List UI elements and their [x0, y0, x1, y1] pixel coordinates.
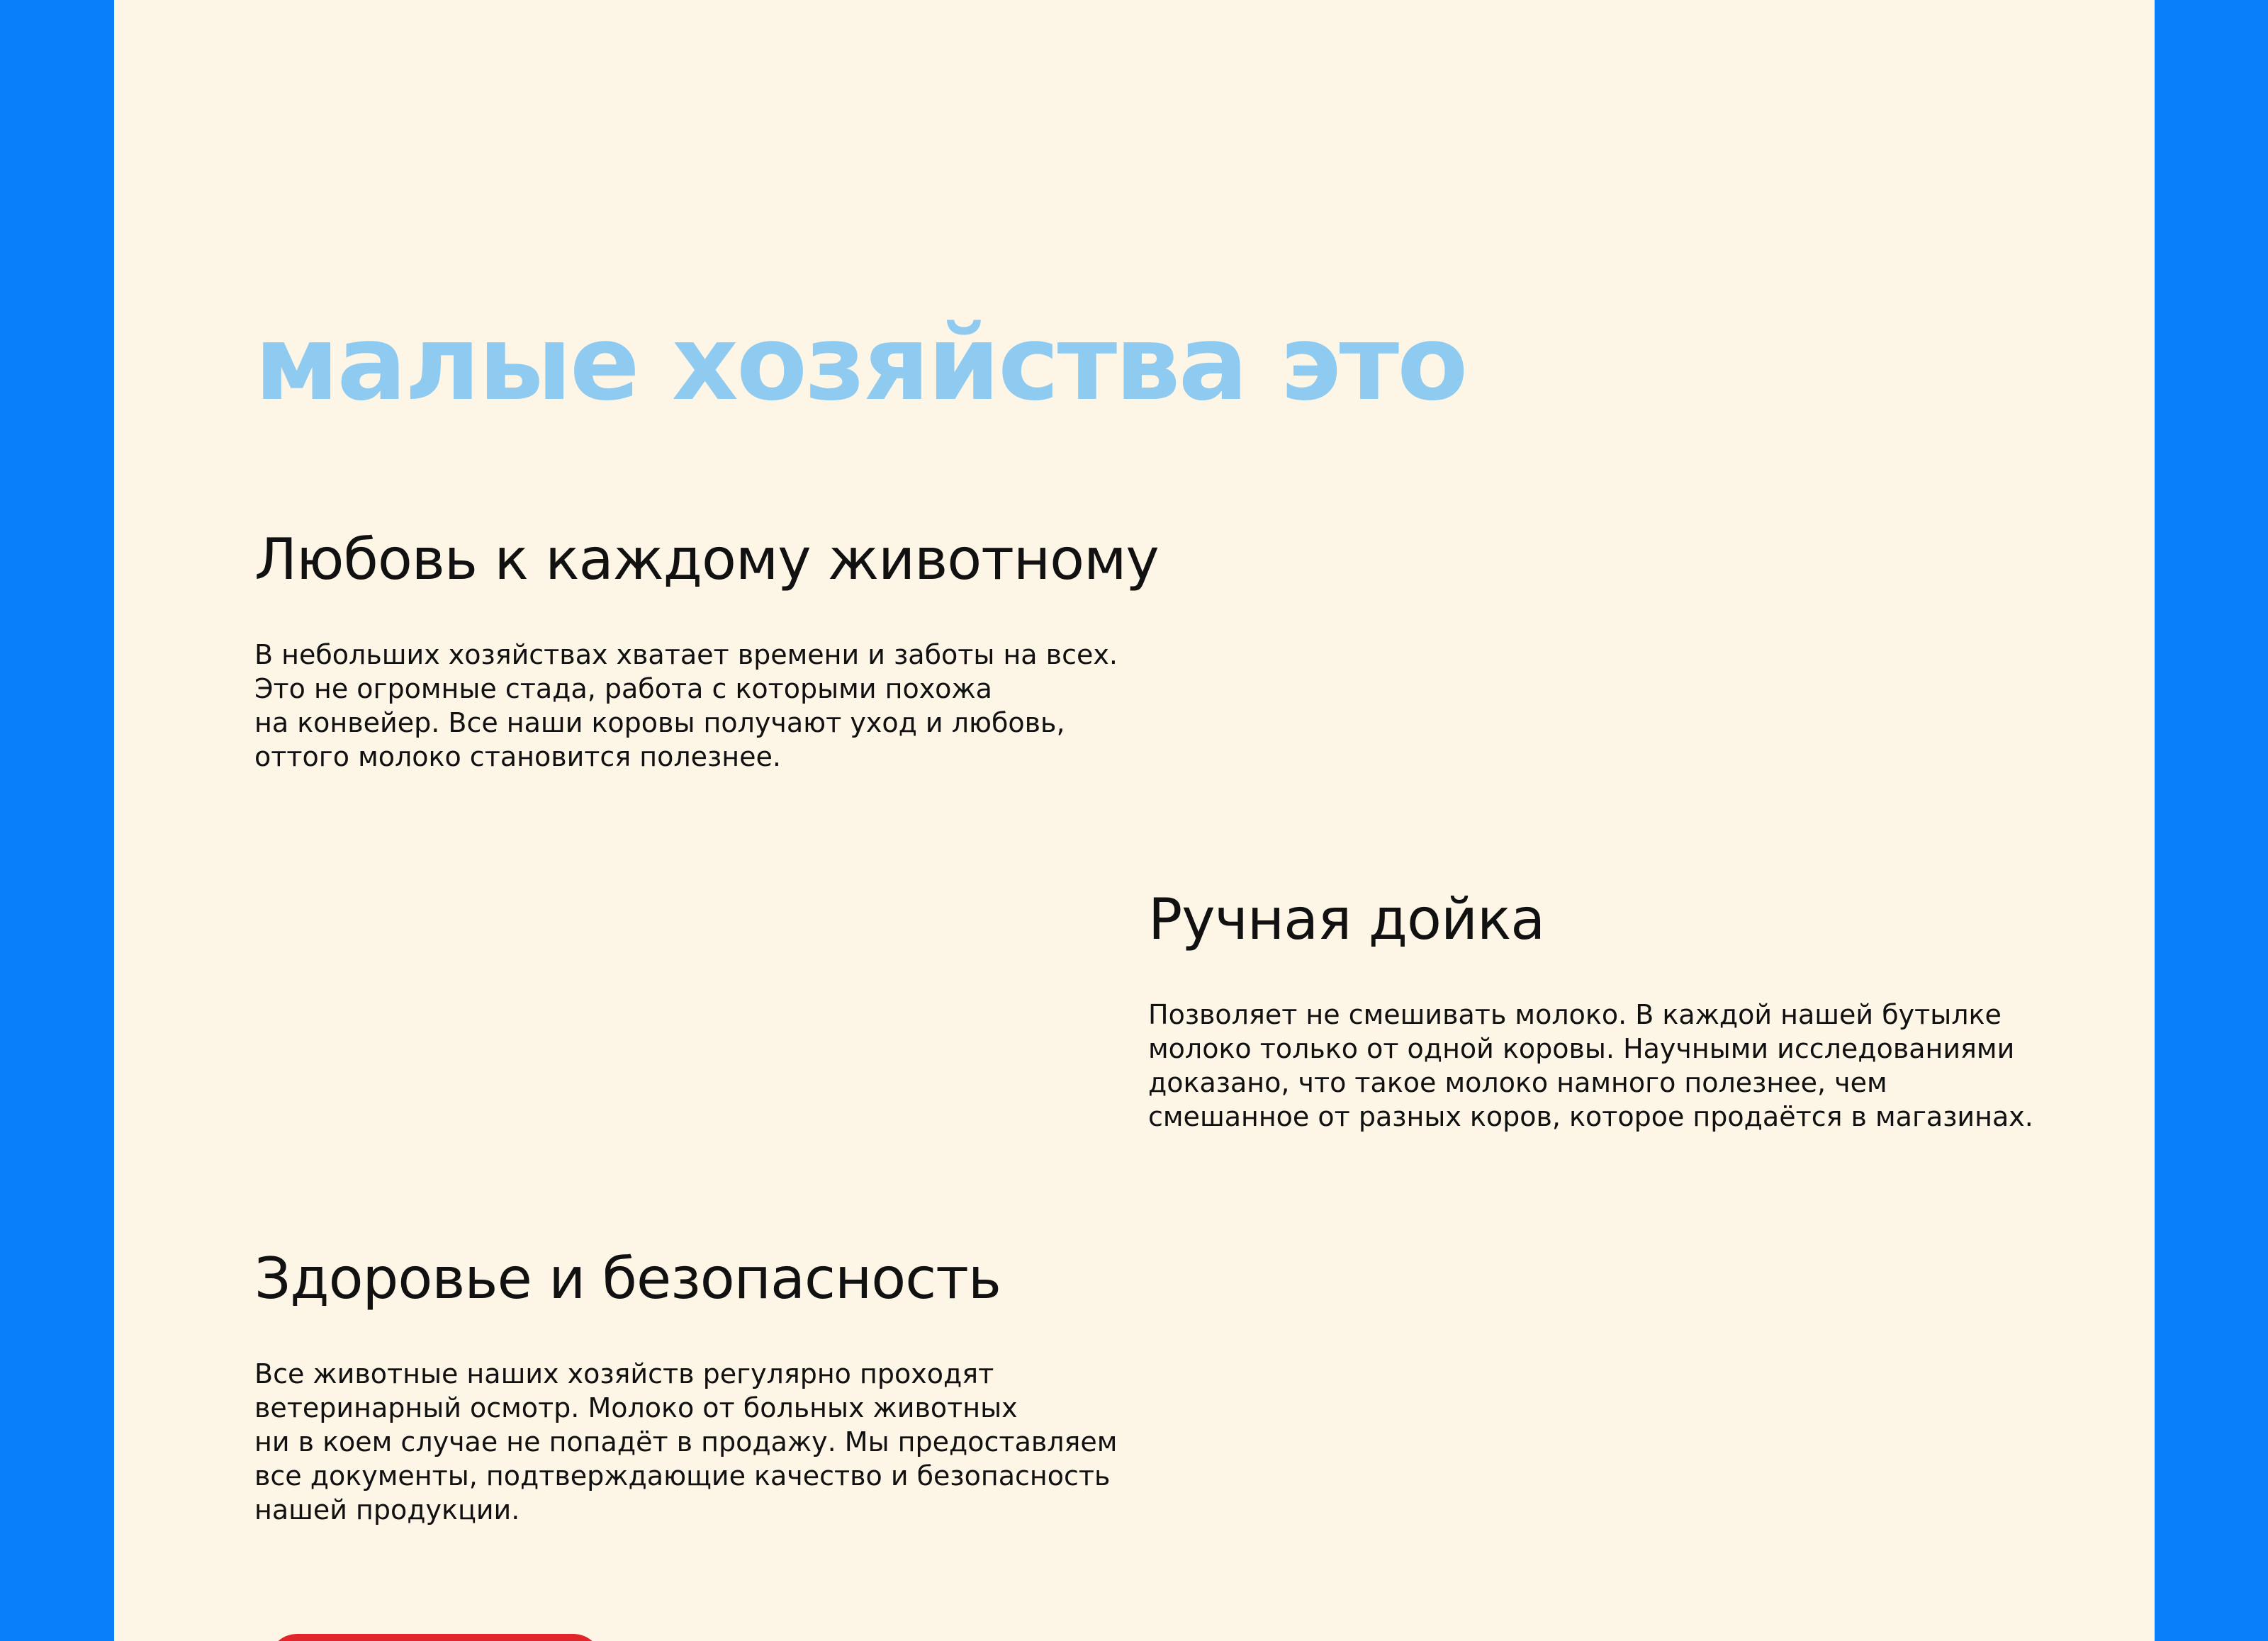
- cta-button[interactable]: [269, 1634, 602, 1641]
- feature-title: Ручная дойка: [1148, 886, 1545, 952]
- feature-text: Все животные наших хозяйств регулярно проходят ветеринарный осмотр. Молоко от больных животных ни в коем случае не попадёт в продажу. Мы предоставляем все документы, подтверждающие качество и безопасность нашей продукции.: [254, 1358, 1118, 1526]
- feature-hand-milking: [1148, 886, 2070, 1134]
- content-panel: [114, 0, 2155, 1641]
- feature-health: [254, 1246, 1147, 1527]
- feature-text: Позволяет не смешивать молоко. В каждой нашей бутылке молоко только от одной коровы. Научными исследованиями доказано, что такое молоко намного полезнее, чем смешанное от разных коров, которое продаётся в магазинах.: [1148, 999, 2033, 1132]
- feature-title: Любовь к каждому животному: [254, 526, 1159, 592]
- feature-text: В небольших хозяйствах хватает времени и заботы на всех. Это не огромные стада, работа с которыми похожа на конвейер. Все наши коровы получают уход и любовь, оттого молоко становится полезнее.: [254, 639, 1118, 772]
- feature-love: [254, 526, 1159, 774]
- section-headline: малые хозяйства это: [254, 303, 1466, 424]
- feature-title: Здоровье и безопасность: [254, 1246, 1001, 1312]
